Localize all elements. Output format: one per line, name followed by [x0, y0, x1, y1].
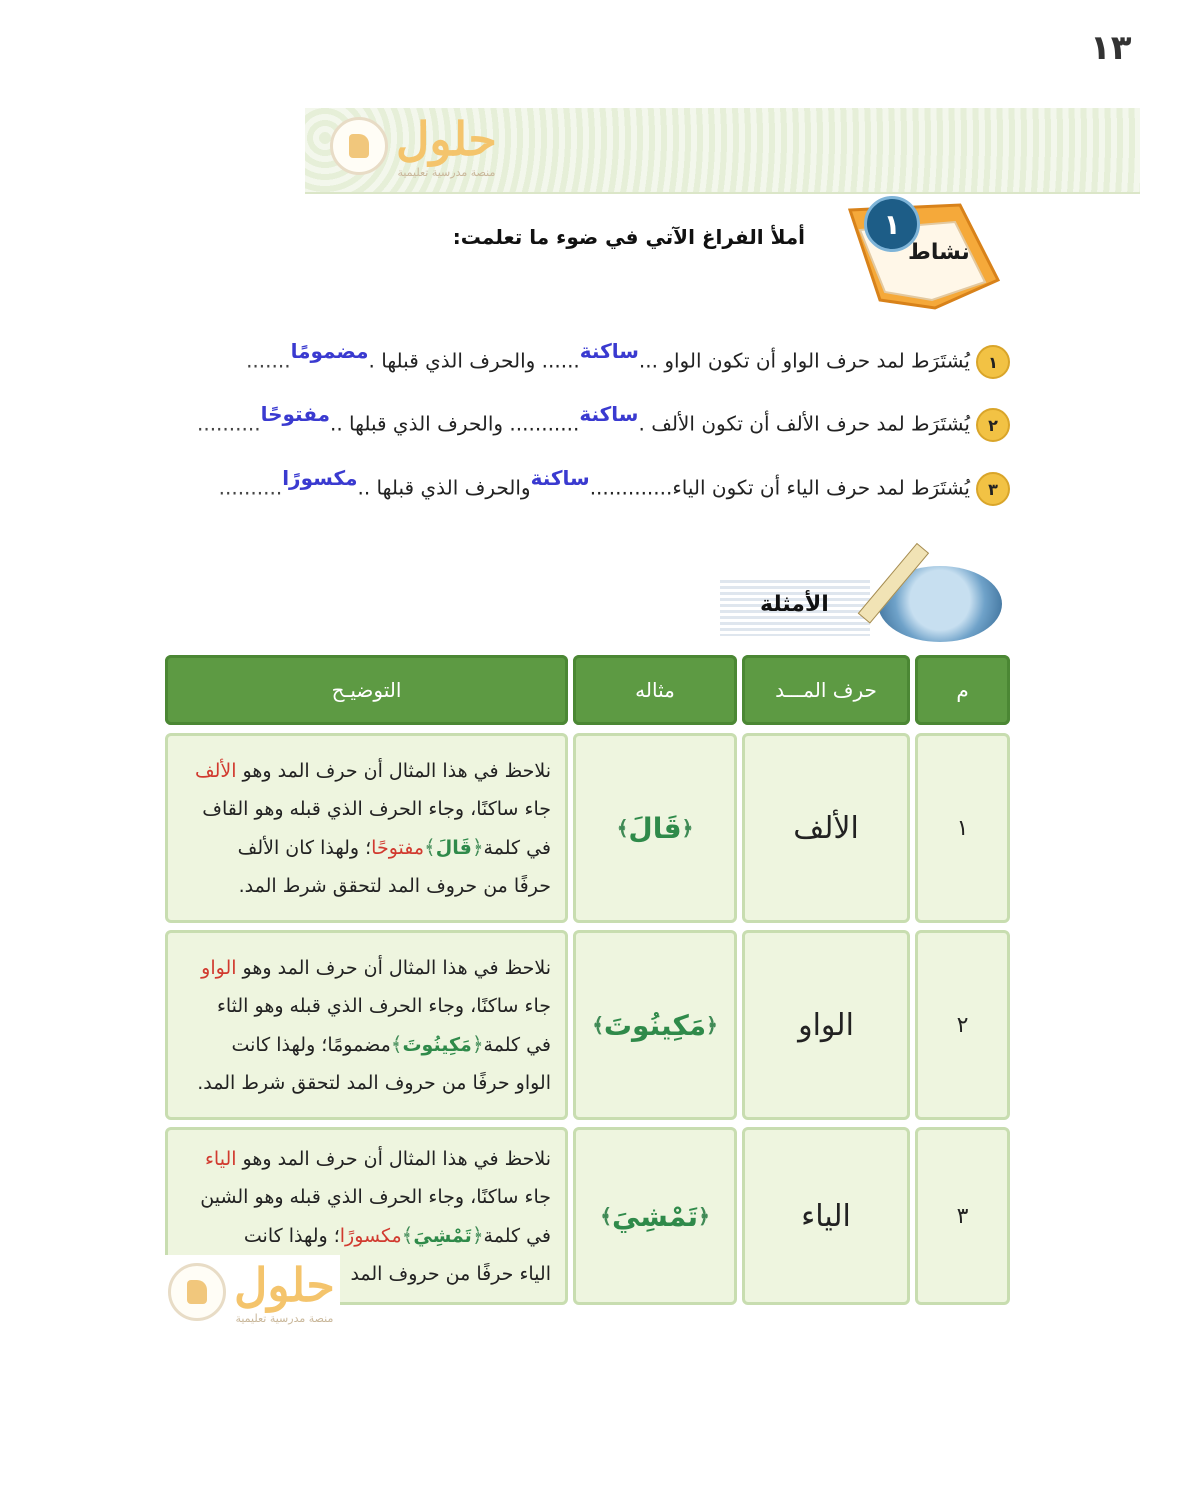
expl-line: ؛ ولهذا كانت: [231, 1033, 328, 1056]
highlight-vowel: مكسورًا: [339, 1224, 402, 1247]
header-num: م: [915, 655, 1010, 725]
row-explanation: نلاحظ في هذا المثال أن حرف المد وهو الياء جاء ساكنًا، وجاء الحرف الذي قبله وهو الشين في كلمة﴿تَمْشِيَ﴾مكسورًا؛ ولهذا كانت الياء حرفًا من حروف المد: [165, 1127, 568, 1305]
item-text: يُشتَرَط لمد حرف الياء أن تكون الياء.............: [589, 475, 970, 500]
watermark-logo: [330, 112, 497, 179]
answer-field[interactable]: مفتوحًا: [260, 401, 330, 426]
highlight-vowel: مفتوحًا: [371, 836, 425, 859]
row-explanation: نلاحظ في هذا المثال أن حرف المد وهو الألف جاء ساكنًا، وجاء الحرف الذي قبله وهو القاف في كلمة﴿قَالَ﴾مفتوحًا؛ ولهذا كان الألف حرفًا من حروف المد لتحقق شرط المد.: [165, 733, 568, 923]
item-text: ........... والحرف الذي قبلها ..: [329, 411, 580, 436]
expl-line: ؛ ولهذا كان الألف: [237, 836, 372, 859]
item-text: يُشتَرَط لمد حرف الواو أن تكون الواو ...: [638, 348, 970, 373]
expl-line: نلاحظ في هذا المثال أن حرف المد وهو: [236, 956, 551, 979]
logo-icon: [168, 1263, 226, 1321]
logo-name: حلول: [396, 112, 497, 166]
expl-line: في كلمة: [483, 1033, 551, 1056]
answer-field[interactable]: مكسورًا: [282, 465, 358, 490]
expl-line: جاء ساكنًا، وجاء الحرف الذي قبله وهو القاف: [202, 797, 551, 820]
row-letter: الياء: [742, 1127, 910, 1305]
item-dots: .......: [246, 348, 291, 373]
logo-name: حلول: [234, 1258, 335, 1312]
item-text: والحرف الذي قبلها ..: [357, 475, 531, 500]
quran-word: قَالَ: [435, 836, 472, 859]
row-example: ﴿ قَالَ ﴾: [573, 733, 737, 923]
row-explanation: نلاحظ في هذا المثال أن حرف المد وهو الواو جاء ساكنًا، وجاء الحرف الذي قبله وهو الثاء في كلمة﴿مَكِينُوتَ﴾مضمومًا؛ ولهذا كانت الواو حرفًا من حروف المد لتحقق شرط المد.: [165, 930, 568, 1120]
fill-item-3: [218, 465, 1010, 506]
answer-field[interactable]: ساكنة: [530, 465, 590, 490]
item-number: ٢: [976, 408, 1010, 442]
row-letter: الواو: [742, 930, 910, 1120]
header-letter: حرف المـــد: [742, 655, 910, 725]
row-letter: الألف: [742, 733, 910, 923]
item-dots: ..........: [218, 475, 283, 500]
expl-line: نلاحظ في هذا المثال أن حرف المد وهو: [236, 759, 551, 782]
logo-icon: [330, 117, 388, 175]
row-example: ﴿ مَكِينُوتَ ﴾: [573, 930, 737, 1120]
answer-field[interactable]: مضمومًا: [290, 338, 369, 363]
header-explanation: التوضيـح: [165, 655, 568, 725]
row-number: ١: [915, 733, 1010, 923]
answer-field[interactable]: ساكنة: [579, 338, 639, 363]
activity-number-badge: ١: [864, 196, 920, 252]
example-word: قَالَ: [628, 811, 682, 845]
quran-word: مَكِينُوتَ: [402, 1033, 472, 1056]
page-number: ١٣: [1090, 28, 1132, 68]
expl-line: الياء حرفًا من حروف المد: [350, 1262, 551, 1285]
examples-title: الأمثلة: [760, 592, 829, 617]
expl-line: حرفًا من حروف المد لتحقق شرط المد.: [238, 874, 551, 897]
expl-line: نلاحظ في هذا المثال أن حرف المد وهو: [236, 1147, 551, 1170]
fill-item-2: [196, 401, 1010, 442]
expl-line: في كلمة: [483, 1224, 551, 1247]
row-example: ﴿ تَمْشِيَ ﴾: [573, 1127, 737, 1305]
header-example: مثاله: [573, 655, 737, 725]
answer-field[interactable]: ساكنة: [579, 401, 639, 426]
item-text: يُشتَرَط لمد حرف الألف أن تكون الألف .: [638, 411, 970, 436]
logo-tagline: منصة مدرسية تعليمية: [235, 1312, 334, 1325]
item-number: ١: [976, 345, 1010, 379]
watermark-logo-bottom: [168, 1258, 335, 1325]
highlight-letter: الواو: [201, 956, 237, 979]
expl-line: جاء ساكنًا، وجاء الحرف الذي قبله وهو الثاء: [216, 994, 551, 1017]
highlight-letter: الألف: [194, 759, 237, 782]
logo-tagline: منصة مدرسية تعليمية: [397, 166, 496, 179]
quran-word: تَمْشِيَ: [413, 1224, 472, 1247]
item-number: ٣: [976, 472, 1010, 506]
item-dots: ..........: [196, 411, 261, 436]
example-word: تَمْشِيَ: [611, 1199, 699, 1233]
expl-line: في كلمة: [483, 836, 551, 859]
activity-instruction: أملأ الفراغ الآتي في ضوء ما تعلمت:: [452, 225, 805, 249]
example-word: مَكِينُوتَ: [603, 1008, 707, 1042]
row-number: ٣: [915, 1127, 1010, 1305]
highlight-vowel: مضمومًا: [327, 1033, 391, 1056]
expl-line: الواو حرفًا من حروف المد لتحقق شرط المد.: [197, 1071, 551, 1094]
activity-label: نشاط: [908, 240, 970, 265]
fill-item-1: [246, 338, 1010, 379]
expl-line: جاء ساكنًا، وجاء الحرف الذي قبله وهو الشين: [200, 1185, 551, 1208]
expl-line: ؛ ولهذا كانت: [243, 1224, 340, 1247]
highlight-letter: الياء: [204, 1147, 237, 1170]
row-number: ٢: [915, 930, 1010, 1120]
item-text: ...... والحرف الذي قبلها .: [368, 348, 580, 373]
